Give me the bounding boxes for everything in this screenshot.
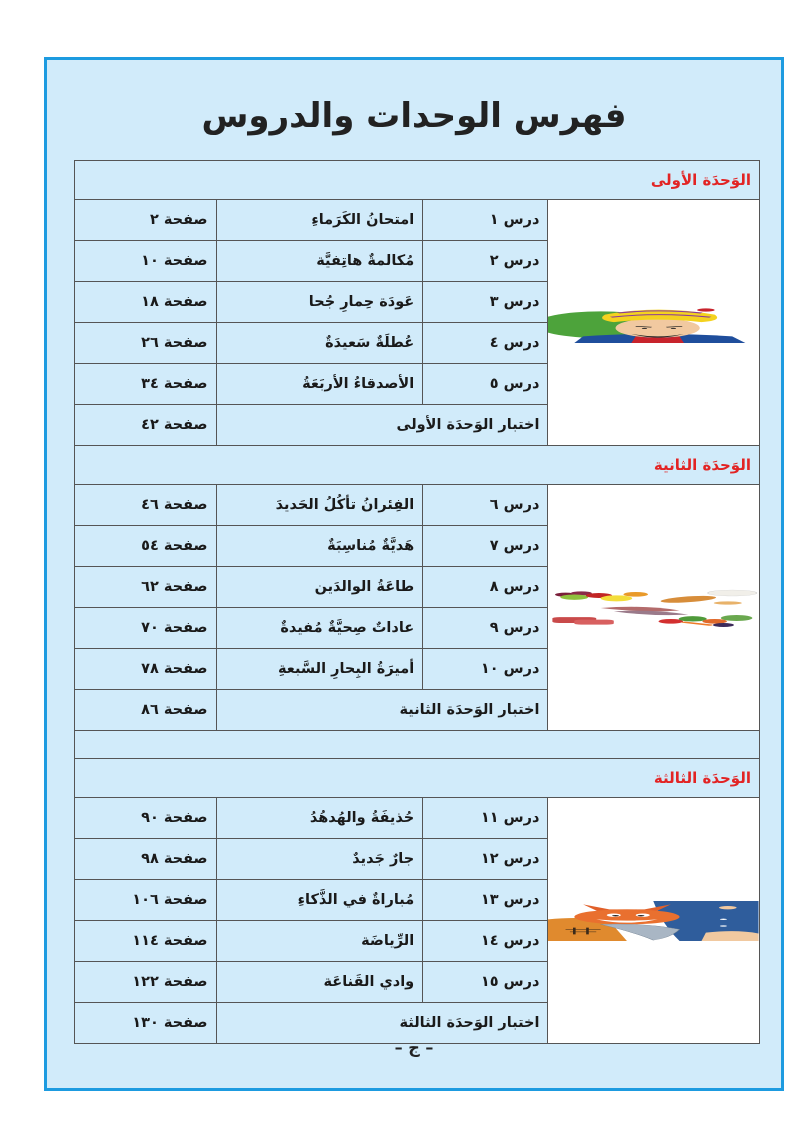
lesson-number: درس ١ xyxy=(423,200,548,241)
spacer-cell xyxy=(75,731,760,759)
lesson-number: درس ١٢ xyxy=(423,839,548,880)
lesson-title: جارٌ جَديدٌ xyxy=(216,839,423,880)
unit-test-title: اختبار الوَحدَة الأولى xyxy=(216,405,548,446)
lesson-title: عُطلَةٌ سَعيدَةٌ xyxy=(216,323,423,364)
lesson-page: صفحة ٧٠ xyxy=(75,608,217,649)
lesson-title: عَودَة حِمارِ جُحا xyxy=(216,282,423,323)
lesson-title: حُذيفَةُ والهُدهُدُ xyxy=(216,798,423,839)
lesson-page: صفحة ٥٤ xyxy=(75,526,217,567)
lesson-number: درس ٦ xyxy=(423,485,548,526)
unit-2-title: الوَحدَة الثانية xyxy=(75,446,760,485)
unit-test-title: اختبار الوَحدَة الثانية xyxy=(216,690,548,731)
unit-test-page: صفحة ٤٢ xyxy=(75,405,217,446)
unit-3-illustration xyxy=(548,798,760,1044)
lesson-title: أميرَةُ البِحارِ السَّبعةِ xyxy=(216,649,423,690)
lesson-row xyxy=(75,200,760,241)
lesson-number: درس ١٣ xyxy=(423,880,548,921)
juha-character-image xyxy=(548,303,759,343)
lesson-number: درس ١٠ xyxy=(423,649,548,690)
lesson-page: صفحة ١٠٦ xyxy=(75,880,217,921)
lesson-number: درس ٣ xyxy=(423,282,548,323)
lesson-page: صفحة ٢٦ xyxy=(75,323,217,364)
lesson-page: صفحة ٩٠ xyxy=(75,798,217,839)
unit-test-page: صفحة ١٣٠ xyxy=(75,1003,217,1044)
lesson-title: وادي القَناعَة xyxy=(216,962,423,1003)
unit-3-title: الوَحدَة الثالثة xyxy=(75,759,760,798)
food-image xyxy=(548,588,759,628)
lesson-page: صفحة ٢ xyxy=(75,200,217,241)
lesson-number: درس ١٤ xyxy=(423,921,548,962)
lesson-title: مُكالمةٌ هاتِفيَّة xyxy=(216,241,423,282)
lesson-title: عاداتٌ صِحيَّةٌ مُفيدةٌ xyxy=(216,608,423,649)
lesson-page: صفحة ٧٨ xyxy=(75,649,217,690)
toc-table xyxy=(74,160,760,1044)
lesson-number: درس ٧ xyxy=(423,526,548,567)
lesson-row xyxy=(75,485,760,526)
unit-test-page: صفحة ٨٦ xyxy=(75,690,217,731)
lesson-row xyxy=(75,798,760,839)
lesson-title: الأصدقاءُ الأربَعَةُ xyxy=(216,364,423,405)
page-frame xyxy=(44,57,784,1091)
unit-1-title: الوَحدَة الأولى xyxy=(75,161,760,200)
unit-test-title: اختبار الوَحدَة الثالثة xyxy=(216,1003,548,1044)
unit-3-header-row xyxy=(75,759,760,798)
lesson-page: صفحة ٦٢ xyxy=(75,567,217,608)
lesson-title: الرِّياضَة xyxy=(216,921,423,962)
unit-1-header-row xyxy=(75,161,760,200)
lesson-number: درس ١٥ xyxy=(423,962,548,1003)
lesson-page: صفحة ٩٨ xyxy=(75,839,217,880)
lesson-number: درس ٢ xyxy=(423,241,548,282)
page-title: فهرس الوحدات والدروس xyxy=(201,96,627,136)
lesson-title: هَديَّةٌ مُناسِبَةٌ xyxy=(216,526,423,567)
lesson-page: صفحة ١٢٢ xyxy=(75,962,217,1003)
lesson-page: صفحة ١٨ xyxy=(75,282,217,323)
lesson-page: صفحة ١١٤ xyxy=(75,921,217,962)
lesson-title: مُباراةٌ في الذَّكاءِ xyxy=(216,880,423,921)
lesson-number: درس ٩ xyxy=(423,608,548,649)
lesson-number: درس ٥ xyxy=(423,364,548,405)
lesson-title: الفِئرانُ تأكُلُ الحَديدَ xyxy=(216,485,423,526)
unit-2-header-row xyxy=(75,446,760,485)
lesson-title: طاعَةُ الوالدَين xyxy=(216,567,423,608)
unit-2-illustration xyxy=(548,485,760,731)
page-number-footer: – ج – xyxy=(394,1038,434,1057)
lesson-page: صفحة ٣٤ xyxy=(75,364,217,405)
lesson-number: درس ٤ xyxy=(423,323,548,364)
lesson-number: درس ٨ xyxy=(423,567,548,608)
fox-image xyxy=(548,901,759,941)
spacer-row xyxy=(75,731,760,759)
lesson-title: امتحانُ الكَرَماءِ xyxy=(216,200,423,241)
lesson-page: صفحة ٤٦ xyxy=(75,485,217,526)
unit-1-illustration xyxy=(548,200,760,446)
lesson-page: صفحة ١٠ xyxy=(75,241,217,282)
lesson-number: درس ١١ xyxy=(423,798,548,839)
